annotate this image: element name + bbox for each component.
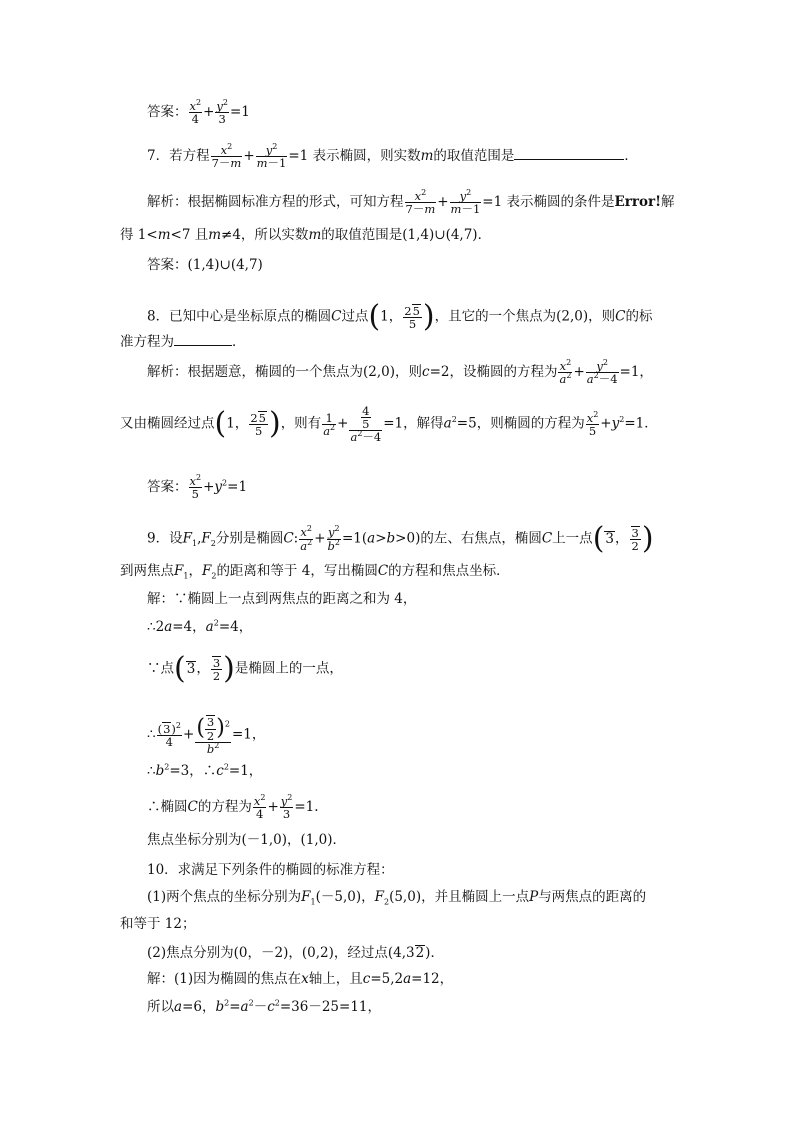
solution-9-line-5: $\therefore b^2=3$，$\therefore c^2=1$，	[147, 762, 263, 779]
problem-8-line-2: 准方程为 ．	[120, 334, 246, 350]
solution-9-line-1: 解：∵椭圆上一点到两焦点的距离之和为 4，	[147, 591, 417, 607]
answer-7: 答案：(1,4)∪(4,7)	[147, 257, 263, 273]
solution-10-line-2: 所以a=6，$b^2=a^2-c^2=36-25=11$，	[147, 998, 382, 1015]
solution-8-line-2: 又由椭圆经过点(1， $\frac{25}{5}$ )，则有 $\frac{1}{a^2}$ + $\frac{\frac{4}{5}}{a^2-4}$ =1，解得$a^2=5$，则椭圆的方程为 $\frac{x^2}{5}$ $+y^2=1$．	[120, 404, 658, 445]
problem-10-part-1: (1)两个焦点的坐标分别为$F_1(-5,0)$，$F_2(5,0)$，并且椭圆上一点P与两焦点的距离的	[147, 889, 647, 907]
answer-line-6: 答案： $\frac{x^2}{4}$ + $\frac{y^2}{3}$ =1	[147, 98, 250, 127]
problem-9-line-2: 到两焦点$F_1$，$F_2$的距离和等于 4，写出椭圆C的方程和焦点坐标．	[120, 563, 510, 581]
answer-label: 答案：	[147, 104, 188, 121]
solution-9-line-6: ∴椭圆C的方程为 $\frac{x^2}{4}$ + $\frac{y^2}{3}$ =1.	[147, 793, 319, 822]
solution-9-line-7: 焦点坐标分别为(－1,0)，(1,0)．	[147, 832, 347, 848]
solution-9-line-4: ∴ $\frac{(3)^2}{4}$ + ( $\frac{3}{2}$ )$^2$ $b^2$ =1，	[147, 715, 266, 756]
problem-10-part-1-cont: 和等于 12；	[120, 916, 196, 932]
solution-7-line-2: 得 1<m<7 且m≠4，所以实数m的取值范围是(1,4)∪(4,7)．	[120, 227, 492, 243]
problem-10-part-2: (2)焦点分别为(0，－2)，(0,2)，经过点(4,32)．	[147, 945, 444, 961]
solution-7-line-1: 解析：根据椭圆标准方程的形式，可知方程 $\frac{x^2}{7-m}$ + $\frac{y^2}{m-1}$ =1 表示椭圆的条件是Error!解	[147, 188, 675, 217]
solution-9-line-2: ∴2a=4，$a^2=4$，	[147, 618, 253, 635]
problem-9-line-1: 9．设$F_1,F_2$分别是椭圆C: $\frac{x^2}{a^2}$ + $\frac{y^2}{b^2}$ =1(a>b>0)的左、右焦点，椭圆C上一点(3， $\frac{3}{2}$ )	[147, 521, 654, 556]
problem-10: 10．求满足下列条件的椭圆的标准方程：	[147, 862, 394, 878]
problem-7: 7．若方程 $\frac{x^2}{7-m}$ + $\frac{y^2}{m-1}$ =1 表示椭圆，则实数m的取值范围是 ．	[147, 142, 638, 171]
solution-8-line-1: 解析：根据题意，椭圆的一个焦点为(2,0)，则c=2，设椭圆的方程为 $\frac{x^2}{a^2}$ + $\frac{y^2}{a^2-4}$ =1，	[147, 358, 653, 387]
problem-8-line-1: 8．已知中心是坐标原点的椭圆C过点(1， $\frac{25}{5}$ )，且它的一个焦点为(2,0)，则C的标	[147, 299, 653, 334]
answer-8: 答案： $\frac{x^2}{5}$ $+y^2=1$	[147, 473, 248, 502]
solution-10-line-1: 解：(1)因为椭圆的焦点在x轴上，且c=5,2a=12，	[147, 971, 454, 987]
solution-9-line-3: ∵点(3， $\frac{3}{2}$ )是椭圆上的一点，	[147, 651, 343, 686]
